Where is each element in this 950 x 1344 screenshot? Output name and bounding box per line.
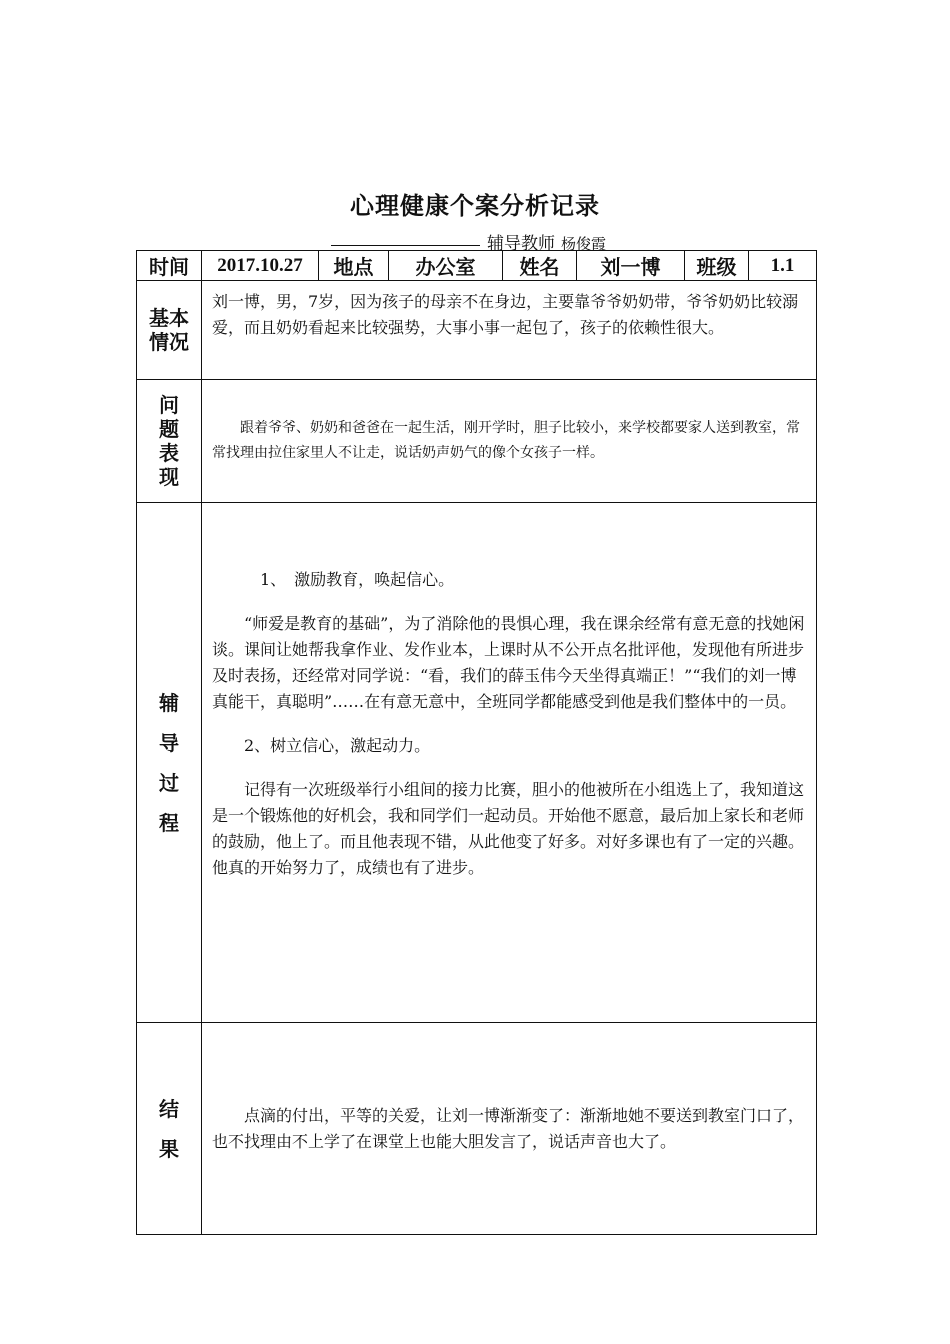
result-row (137, 1023, 817, 1235)
process-text (202, 503, 817, 1023)
teacher-name: 杨俊霞 (561, 235, 607, 253)
header-row (137, 251, 817, 281)
name-label: 姓名 (503, 251, 577, 281)
basic-row (137, 281, 817, 380)
process-label: 辅导过程 (137, 503, 202, 1023)
process-item2-text: 记得有一次班级举行小组间的接力比赛，胆小的他被所在小组选上了，我知道这是一个锻炼他的好机会，我和同学们一起动员。开始他不愿意，最后加上家长和老师的鼓励，他上了。而且他表现不错，从此他变了好多。对好多课也有了一定的兴趣。他真的开始努力了，成绩也有了进步。 (212, 780, 805, 877)
time-value: 2017.10.27 (202, 251, 319, 281)
problem-text: 跟着爷爷、奶奶和爸爸在一起生活，刚开学时，胆子比较小，来学校都要家人送到教室，常常找理由拉住家里人不让走，说话奶声奶气的像个女孩子一样。 (202, 380, 817, 503)
page-title: 心理健康个案分析记录 (350, 192, 600, 220)
result-label: 结果 (137, 1023, 202, 1235)
class-value: 1.1 (749, 251, 817, 281)
place-value: 办公室 (389, 251, 503, 281)
class-label: 班级 (685, 251, 749, 281)
basic-label: 基本情况 (137, 281, 202, 380)
name-value: 刘一博 (577, 251, 685, 281)
place-label: 地点 (319, 251, 389, 281)
process-item1-text: “师爱是教育的基础”，为了消除他的畏惧心理，我在课余经常有意无意的找她闲谈。课间让她帮我拿作业、发作业本，上课时从不公开点名批评他，发现他有所进步及时表扬，还经常对同学说：“看，我们的薛玉伟今天坐得真端正！”“我们的刘一博真能干，真聪明”……在有意无意中，全班同学都能感受到他是我们整体中的一员。 (212, 614, 805, 711)
teacher-label: 辅导教师 (487, 234, 555, 254)
basic-text: 刘一博，男，7岁，因为孩子的母亲不在身边，主要靠爷爷奶奶带，爷爷奶奶比较溺爱，而且奶奶看起来比较强势，大事小事一起包了，孩子的依赖性很大。 (202, 281, 817, 380)
process-item2-heading: 2、树立信心，激起动力。 (244, 736, 431, 755)
process-row (137, 503, 817, 1023)
teacher-underline (331, 245, 480, 246)
process-item1-heading: 1、 激励教育，唤起信心。 (260, 570, 455, 589)
problem-row (137, 380, 817, 503)
problem-label: 问题表现 (137, 380, 202, 503)
result-text: 点滴的付出，平等的关爱，让刘一博渐渐变了：渐渐地她不要送到教室门口了，也不找理由不上学了在课堂上也能大胆发言了，说话声音也大了。 (202, 1023, 817, 1235)
record-table (136, 250, 817, 1235)
time-label: 时间 (137, 251, 202, 281)
